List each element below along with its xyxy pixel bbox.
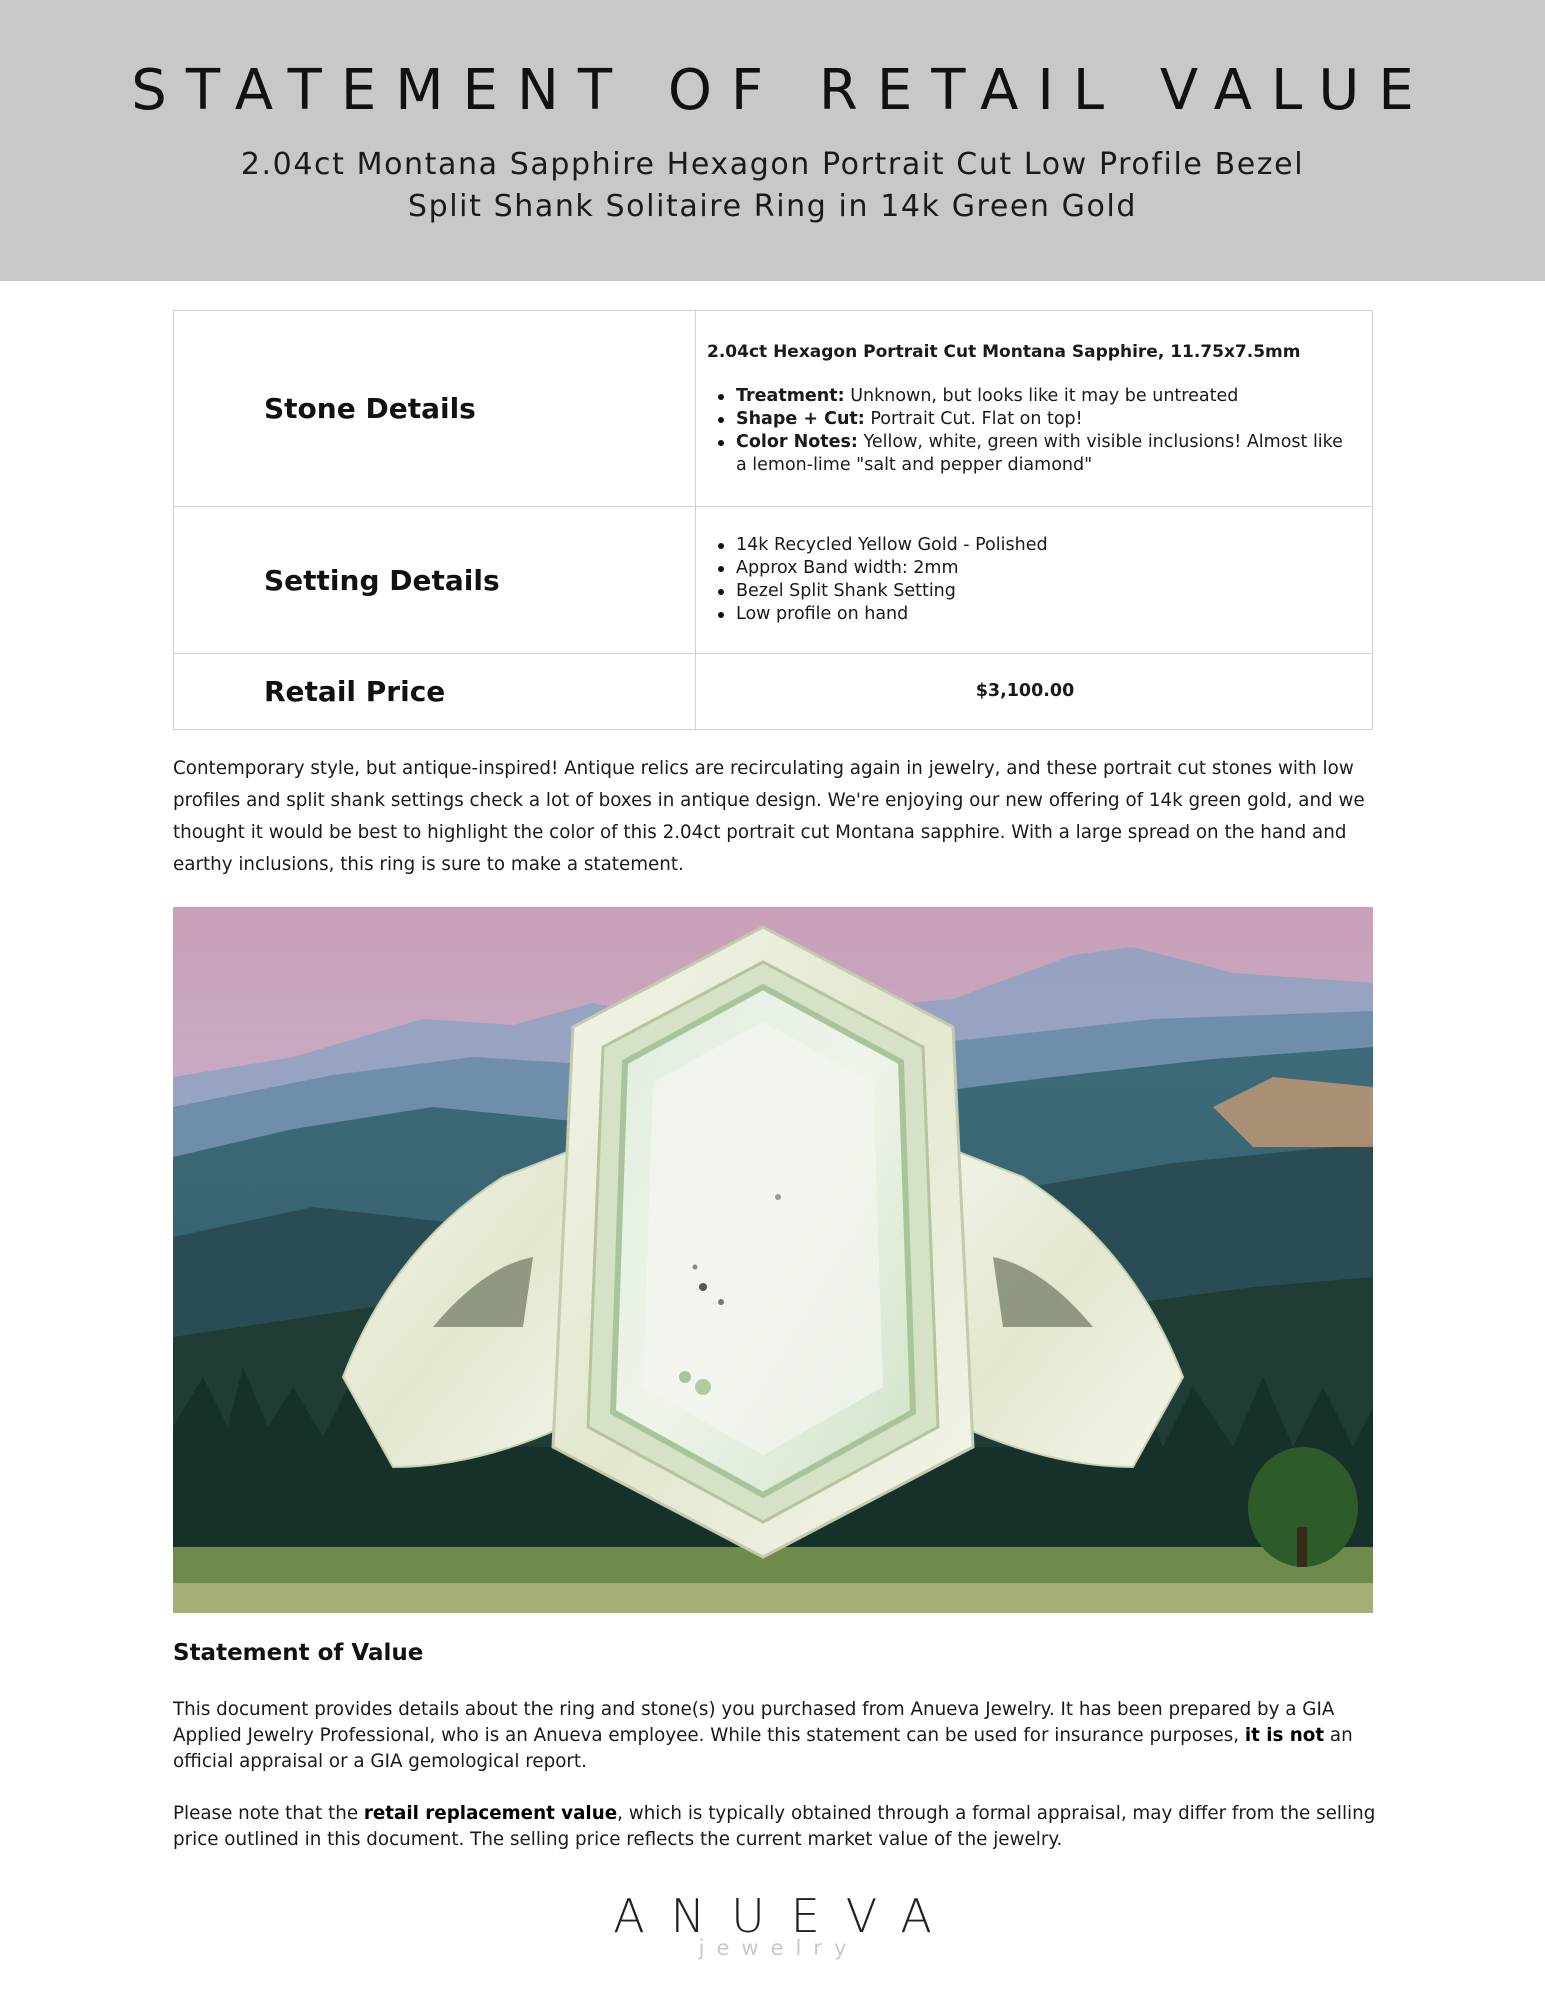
subtitle-line-1: 2.04ct Montana Sapphire Hexagon Portrait Cut Low Profile Bezel xyxy=(240,147,1305,182)
ring-on-landscape-image xyxy=(173,907,1373,1613)
setting-details-label: Setting Details xyxy=(174,507,696,654)
ring-photo xyxy=(173,907,1373,1613)
statement-paragraph-1 xyxy=(173,1697,1383,1775)
statement-p2-text-b: , which is typically obtained through a formal appraisal, may differ from the selling price outlined in this document. The selling price reflects the current market value of the jewelry. xyxy=(173,1803,1376,1850)
logo-sub: jewelry xyxy=(698,1936,859,1960)
retail-price-row xyxy=(174,654,1373,730)
subtitle-line-2: Split Shank Solitaire Ring in 14k Green Gold xyxy=(407,189,1138,224)
logo-brand: ANUEVA xyxy=(613,1889,958,1943)
setting-details-list xyxy=(707,534,1354,626)
list-item: 14k Recycled Yellow Gold - Polished xyxy=(707,534,1354,557)
setting-details-row xyxy=(174,507,1373,654)
statement-p1-bold: it is not xyxy=(1244,1725,1325,1746)
stone-details-value xyxy=(696,311,1373,507)
stone-details-list xyxy=(707,385,1354,477)
list-item: Approx Band width: 2mm xyxy=(707,557,1354,580)
treatment-key: Treatment: xyxy=(736,385,845,406)
stone-details-row xyxy=(174,311,1373,507)
statement-heading: Statement of Value xyxy=(173,1640,424,1666)
header-banner xyxy=(0,0,1545,281)
color-notes-value: Yellow, white, green with visible inclusions! Almost like a lemon-lime "salt and pepper diamond" xyxy=(736,431,1343,475)
stone-details-label: Stone Details xyxy=(174,311,696,507)
shape-cut-key: Shape + Cut: xyxy=(736,408,865,429)
statement-paragraph-2 xyxy=(173,1801,1383,1853)
stone-title: 2.04ct Hexagon Portrait Cut Montana Sapphire, 11.75x7.5mm xyxy=(707,341,1301,362)
list-item xyxy=(707,431,1354,477)
page-title: STATEMENT OF RETAIL VALUE xyxy=(131,58,1433,123)
anueva-logo xyxy=(560,1890,985,1960)
statement-p1-text-a: This document provides details about the ring and stone(s) you purchased from Anueva Jewelry. It has been prepared by a GIA Applied Jewelry Professional, who is an Anueva employee. While this statement can be used for insurance purposes, xyxy=(173,1699,1335,1746)
product-description: Contemporary style, but antique-inspired! Antique relics are recirculating again in jewelry, and these portrait cut stones with low profiles and split shank settings check a lot of boxes in antique design. We're enjoying our new offering of 14k green gold, and we thought it would be best to highlight the color of this 2.04ct portrait cut Montana sapphire. With a large spread on the hand and earthy inclusions, this ring is sure to make a statement. xyxy=(173,758,1365,875)
page-subtitle xyxy=(190,144,1355,228)
list-item xyxy=(707,385,1354,408)
list-item xyxy=(707,408,1354,431)
statement-p1-text-b: an official appraisal or a GIA gemological report. xyxy=(173,1725,1353,1772)
treatment-value: Unknown, but looks like it may be untreated xyxy=(844,385,1239,406)
retail-price-value: $3,100.00 xyxy=(696,654,1373,730)
list-item: Bezel Split Shank Setting xyxy=(707,580,1354,603)
color-notes-key: Color Notes: xyxy=(736,431,858,452)
shape-cut-value: Portrait Cut. Flat on top! xyxy=(864,408,1083,429)
statement-p2-bold: retail replacement value xyxy=(363,1803,618,1824)
setting-details-value xyxy=(696,507,1373,654)
statement-p2-text-a: Please note that the xyxy=(173,1803,364,1824)
retail-price-label: Retail Price xyxy=(174,654,696,730)
list-item: Low profile on hand xyxy=(707,603,1354,626)
details-table xyxy=(173,310,1373,730)
